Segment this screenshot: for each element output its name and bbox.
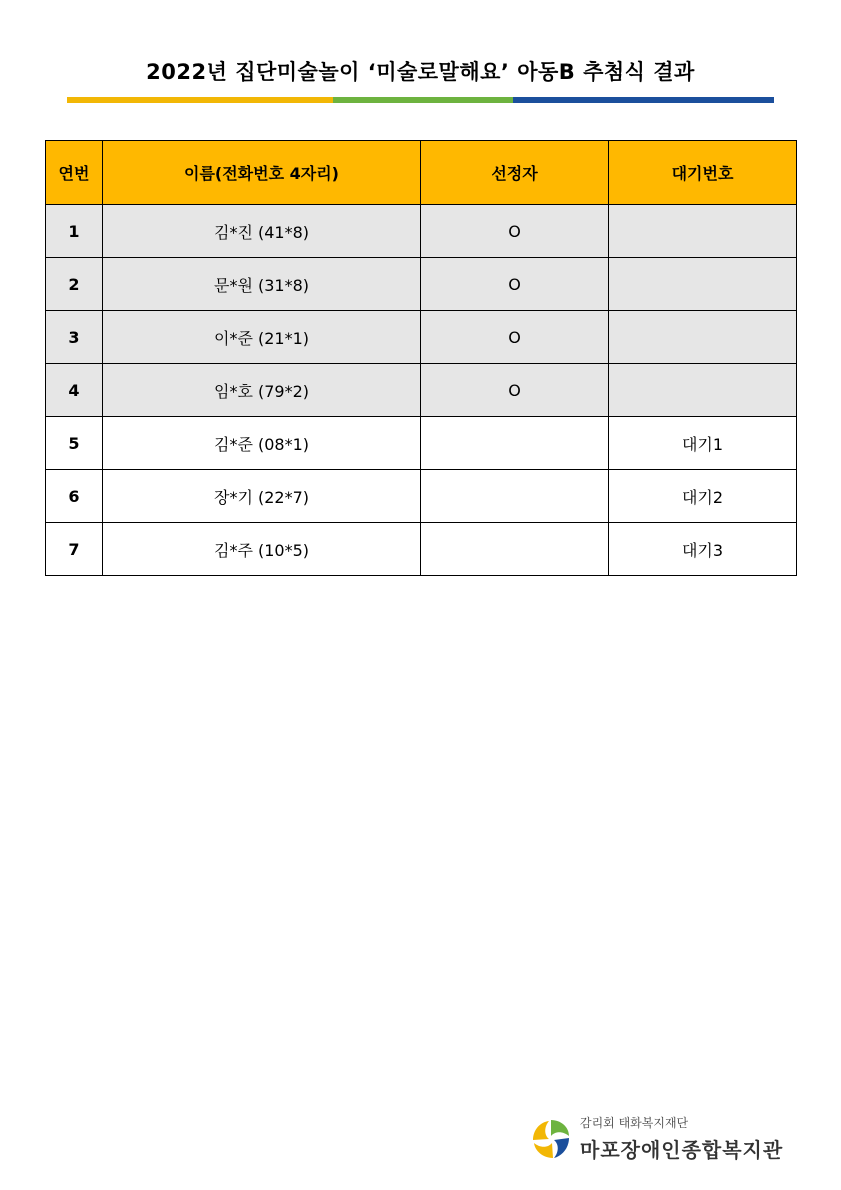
- org-foundation-name: 감리회 태화복지재단: [580, 1116, 689, 1130]
- row-wait: [609, 205, 797, 258]
- row-selected: O: [421, 205, 609, 258]
- row-no: 1: [46, 205, 103, 258]
- row-selected: [421, 470, 609, 523]
- row-no: 7: [46, 523, 103, 576]
- table-row: [46, 311, 797, 364]
- page-title: 2022년 집단미술놀이 ‘미술로말해요’ 아동B 추첨식 결과: [146, 60, 695, 84]
- row-no: 4: [46, 364, 103, 417]
- table-row: [46, 258, 797, 311]
- row-wait: [609, 364, 797, 417]
- header-name: 이름(전화번호 4자리): [103, 141, 421, 205]
- header-selected: 선정자: [421, 141, 609, 205]
- table-row: [46, 364, 797, 417]
- organization-logo: [528, 1112, 808, 1172]
- row-name: 임*호 (79*2): [103, 364, 421, 417]
- row-wait: 대기1: [609, 417, 797, 470]
- row-wait: [609, 311, 797, 364]
- row-no: 6: [46, 470, 103, 523]
- results-table: [45, 140, 797, 576]
- row-name: 장*기 (22*7): [103, 470, 421, 523]
- table-row: [46, 470, 797, 523]
- row-name: 김*준 (08*1): [103, 417, 421, 470]
- table-row: [46, 417, 797, 470]
- row-no: 5: [46, 417, 103, 470]
- row-selected: [421, 417, 609, 470]
- header-no: 연번: [46, 141, 103, 205]
- row-selected: O: [421, 364, 609, 417]
- row-wait: 대기3: [609, 523, 797, 576]
- table-header-row: [46, 141, 797, 205]
- row-name: 문*원 (31*8): [103, 258, 421, 311]
- row-wait: 대기2: [609, 470, 797, 523]
- foundation-logo-icon: [528, 1116, 574, 1162]
- table-row: [46, 523, 797, 576]
- row-no: 2: [46, 258, 103, 311]
- title-underline-green: [333, 97, 513, 103]
- org-center-name: 마포장애인종합복지관: [580, 1138, 784, 1162]
- title-underline-blue: [513, 97, 774, 103]
- row-name: 김*주 (10*5): [103, 523, 421, 576]
- row-selected: O: [421, 311, 609, 364]
- header-wait: 대기번호: [609, 141, 797, 205]
- row-name: 김*진 (41*8): [103, 205, 421, 258]
- row-name: 이*준 (21*1): [103, 311, 421, 364]
- row-no: 3: [46, 311, 103, 364]
- row-selected: [421, 523, 609, 576]
- row-wait: [609, 258, 797, 311]
- title-underline-yellow: [67, 97, 333, 103]
- table-row: [46, 205, 797, 258]
- row-selected: O: [421, 258, 609, 311]
